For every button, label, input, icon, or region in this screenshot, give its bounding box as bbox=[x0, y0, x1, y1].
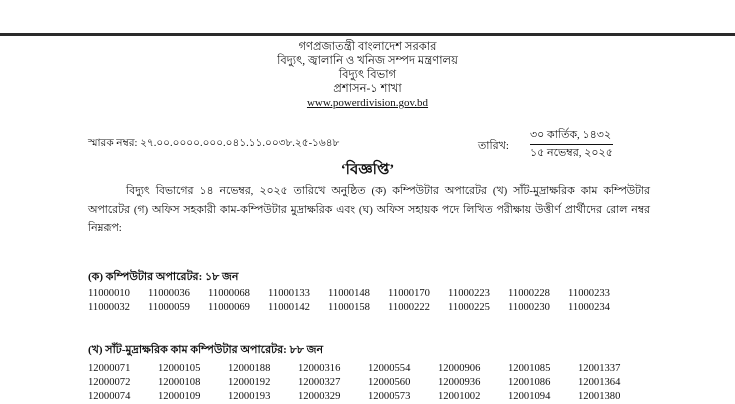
roll-number: 12000560 bbox=[368, 377, 411, 388]
roll-number: 11000228 bbox=[508, 288, 550, 299]
roll-number: 12000105 bbox=[158, 363, 201, 374]
roll-number: 12000071 bbox=[88, 363, 131, 374]
roll-number: 11000059 bbox=[148, 302, 190, 313]
roll-number: 12001337 bbox=[578, 363, 621, 374]
roll-number: 11000170 bbox=[388, 288, 430, 299]
roll-number: 11000036 bbox=[148, 288, 190, 299]
roll-number: 11000234 bbox=[568, 302, 610, 313]
ministry-name: বিদ্যুৎ, জ্বালানি ও খনিজ সম্পদ মন্ত্রণালয় bbox=[277, 55, 458, 67]
roll-number: 12000936 bbox=[438, 377, 481, 388]
section-a-roll-grid bbox=[88, 287, 628, 315]
roll-number: 12001085 bbox=[508, 363, 551, 374]
section-b-title: (খ) সাঁট-মুদ্রাক্ষরিক কাম কম্পিউটার অপারেটর: ৮৮ জন bbox=[88, 344, 324, 356]
roll-number: 12000108 bbox=[158, 377, 201, 388]
roll-number: 12000109 bbox=[158, 391, 201, 402]
roll-number: 12000554 bbox=[368, 363, 411, 374]
roll-number: 11000225 bbox=[448, 302, 490, 313]
roll-number: 11000230 bbox=[508, 302, 550, 313]
roll-number: 11000158 bbox=[328, 302, 370, 313]
top-rule bbox=[0, 33, 735, 36]
date-bangla: ৩০ কার্তিক, ১৪৩২ bbox=[530, 128, 613, 145]
date-label: তারিখ: bbox=[478, 140, 509, 152]
notice-body-text: বিদ্যুৎ বিভাগের ১৪ নভেম্বর, ২০২৫ তারিখে অনুষ্ঠিত (ক) কম্পিউটার অপারেটর (খ) সাঁট-মুদ্রাক্ষরিক কাম কম্পিউটার অপারেটর (গ) অফিস সহকারী কাম-কম্পিউটার মুদ্রাক্ষরিক এবং (ঘ) অফিস সহায়ক পদে লিখিত পরীক্ষায় উত্তীর্ণ প্রার্থীদের রোল নম্বর নিম্নরূপ: bbox=[88, 185, 650, 234]
roll-number: 11000010 bbox=[88, 288, 130, 299]
government-name: গণপ্রজাতন্ত্রী বাংলাদেশ সরকার bbox=[298, 41, 437, 53]
website-link[interactable]: www.powerdivision.gov.bd bbox=[306, 97, 429, 109]
roll-number: 11000148 bbox=[328, 288, 370, 299]
roll-number: 11000223 bbox=[448, 288, 490, 299]
roll-number: 12001364 bbox=[578, 377, 621, 388]
roll-number: 12001086 bbox=[508, 377, 551, 388]
letterhead bbox=[0, 40, 735, 110]
roll-number: 12000072 bbox=[88, 377, 131, 388]
date-values bbox=[530, 128, 613, 161]
roll-number: 12000074 bbox=[88, 391, 131, 402]
notice-body bbox=[88, 182, 650, 238]
roll-number: 11000068 bbox=[208, 288, 250, 299]
branch-name: প্রশাসন-১ শাখা bbox=[333, 83, 402, 95]
roll-number: 11000069 bbox=[208, 302, 250, 313]
roll-number: 11000142 bbox=[268, 302, 310, 313]
memo-number: স্মারক নম্বর: ২৭.০০.০০০০.০০০.০৪১.১১.০০৩৮.২৫-১৬৪৮ bbox=[88, 138, 340, 149]
roll-number: 11000032 bbox=[88, 302, 130, 313]
roll-number: 12001380 bbox=[578, 391, 621, 402]
section-b-roll-grid bbox=[88, 362, 648, 404]
roll-number: 12000329 bbox=[298, 391, 341, 402]
notice-title: ‘বিজ্ঞপ্তি’ bbox=[340, 162, 395, 178]
roll-number: 12000327 bbox=[298, 377, 341, 388]
roll-number: 12000193 bbox=[228, 391, 271, 402]
roll-number: 11000133 bbox=[268, 288, 310, 299]
roll-number: 12000573 bbox=[368, 391, 411, 402]
section-a-title: (ক) কম্পিউটার অপারেটর: ১৮ জন bbox=[88, 271, 239, 283]
roll-number: 12000906 bbox=[438, 363, 481, 374]
roll-number: 12001094 bbox=[508, 391, 551, 402]
roll-number: 11000233 bbox=[568, 288, 610, 299]
division-name: বিদ্যুৎ বিভাগ bbox=[338, 69, 397, 81]
date-english: ১৫ নভেম্বর, ২০২৫ bbox=[530, 147, 613, 159]
roll-number: 12000192 bbox=[228, 377, 271, 388]
roll-number: 12000316 bbox=[298, 363, 341, 374]
roll-number: 12001002 bbox=[438, 391, 481, 402]
roll-number: 11000222 bbox=[388, 302, 430, 313]
roll-number: 12000188 bbox=[228, 363, 271, 374]
